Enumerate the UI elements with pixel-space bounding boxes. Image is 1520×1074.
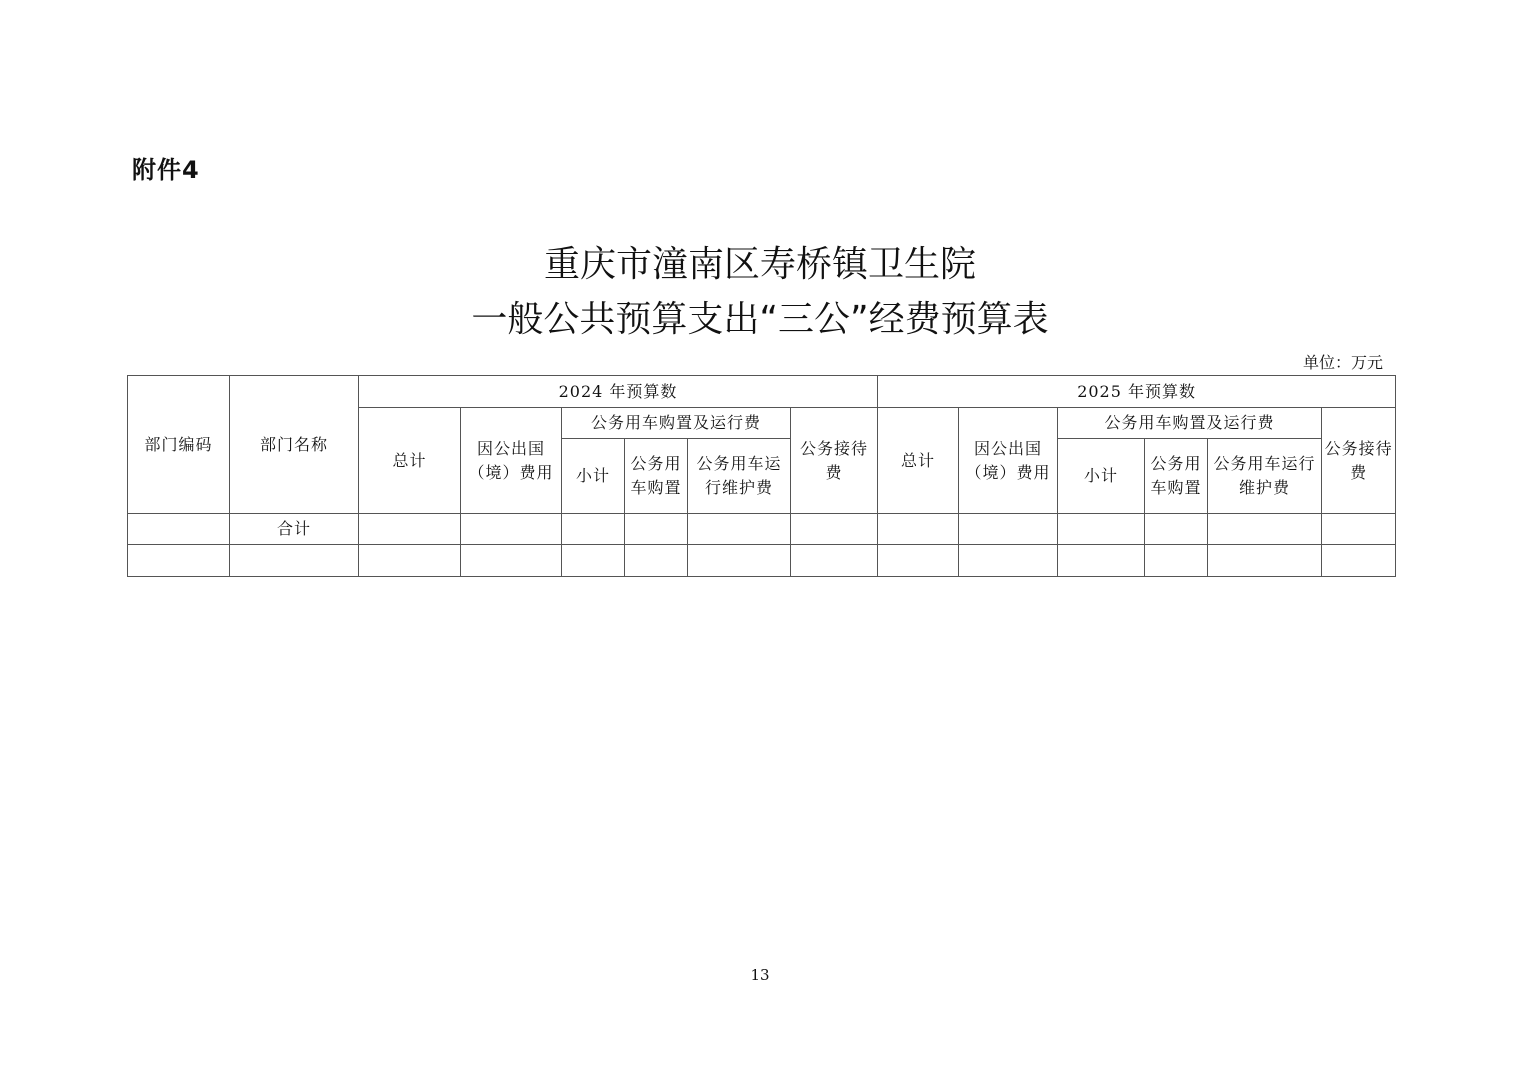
table-cell bbox=[461, 514, 562, 545]
table-cell bbox=[791, 514, 878, 545]
table-cell bbox=[1058, 545, 1145, 577]
header-2025-reception: 公务接待费 bbox=[1322, 408, 1396, 514]
table-cell bbox=[625, 514, 688, 545]
table-cell bbox=[959, 514, 1058, 545]
page-number: 13 bbox=[750, 966, 770, 984]
table-cell bbox=[128, 545, 230, 577]
table-cell bbox=[230, 545, 359, 577]
budget-table bbox=[127, 375, 1396, 577]
table-row-total bbox=[128, 514, 1396, 545]
table-cell bbox=[461, 545, 562, 577]
header-2025-vehicle-group: 公务用车购置及运行费 bbox=[1058, 408, 1322, 439]
header-2025-subtotal: 小计 bbox=[1058, 439, 1145, 514]
table-cell bbox=[1145, 514, 1208, 545]
document-title-line2: 一般公共预算支出“三公”经费预算表 bbox=[471, 299, 1049, 340]
table-cell bbox=[791, 545, 878, 577]
header-2024-vehicle-maint: 公务用车运行维护费 bbox=[688, 439, 791, 514]
header-dept-code: 部门编码 bbox=[128, 376, 230, 514]
table-cell bbox=[625, 545, 688, 577]
header-2024-subtotal: 小计 bbox=[562, 439, 625, 514]
table-cell bbox=[1208, 514, 1322, 545]
table-cell bbox=[878, 545, 959, 577]
header-2024-abroad: 因公出国（境）费用 bbox=[461, 408, 562, 514]
table-cell bbox=[1208, 545, 1322, 577]
header-2025-vehicle-purchase: 公务用车购置 bbox=[1145, 439, 1208, 514]
table-cell bbox=[1322, 514, 1396, 545]
header-2025-vehicle-maint: 公务用车运行维护费 bbox=[1208, 439, 1322, 514]
table-cell bbox=[359, 545, 461, 577]
table-cell bbox=[562, 514, 625, 545]
header-2025-abroad: 因公出国（境）费用 bbox=[959, 408, 1058, 514]
header-2024-vehicle-purchase: 公务用车购置 bbox=[625, 439, 688, 514]
document-title-line1: 重庆市潼南区寿桥镇卫生院 bbox=[543, 244, 976, 285]
header-group-2024: 2024 年预算数 bbox=[359, 376, 878, 408]
header-row-1 bbox=[128, 376, 1396, 408]
table-cell bbox=[562, 545, 625, 577]
header-2024-reception: 公务接待费 bbox=[791, 408, 878, 514]
total-row-label: 合计 bbox=[230, 514, 359, 545]
table-cell bbox=[1058, 514, 1145, 545]
header-group-2025: 2025 年预算数 bbox=[878, 376, 1396, 408]
header-2024-total: 总计 bbox=[359, 408, 461, 514]
table-cell bbox=[1145, 545, 1208, 577]
table-cell bbox=[688, 514, 791, 545]
table-cell bbox=[688, 545, 791, 577]
table-row bbox=[128, 545, 1396, 577]
unit-label: 单位：万元 bbox=[1302, 353, 1383, 372]
table-cell bbox=[878, 514, 959, 545]
attachment-label: 附件4 bbox=[132, 156, 200, 184]
table-cell bbox=[1322, 545, 1396, 577]
header-dept-name: 部门名称 bbox=[230, 376, 359, 514]
table-cell bbox=[959, 545, 1058, 577]
header-2024-vehicle-group: 公务用车购置及运行费 bbox=[562, 408, 791, 439]
header-2025-total: 总计 bbox=[878, 408, 959, 514]
table-cell bbox=[128, 514, 230, 545]
table-cell bbox=[359, 514, 461, 545]
